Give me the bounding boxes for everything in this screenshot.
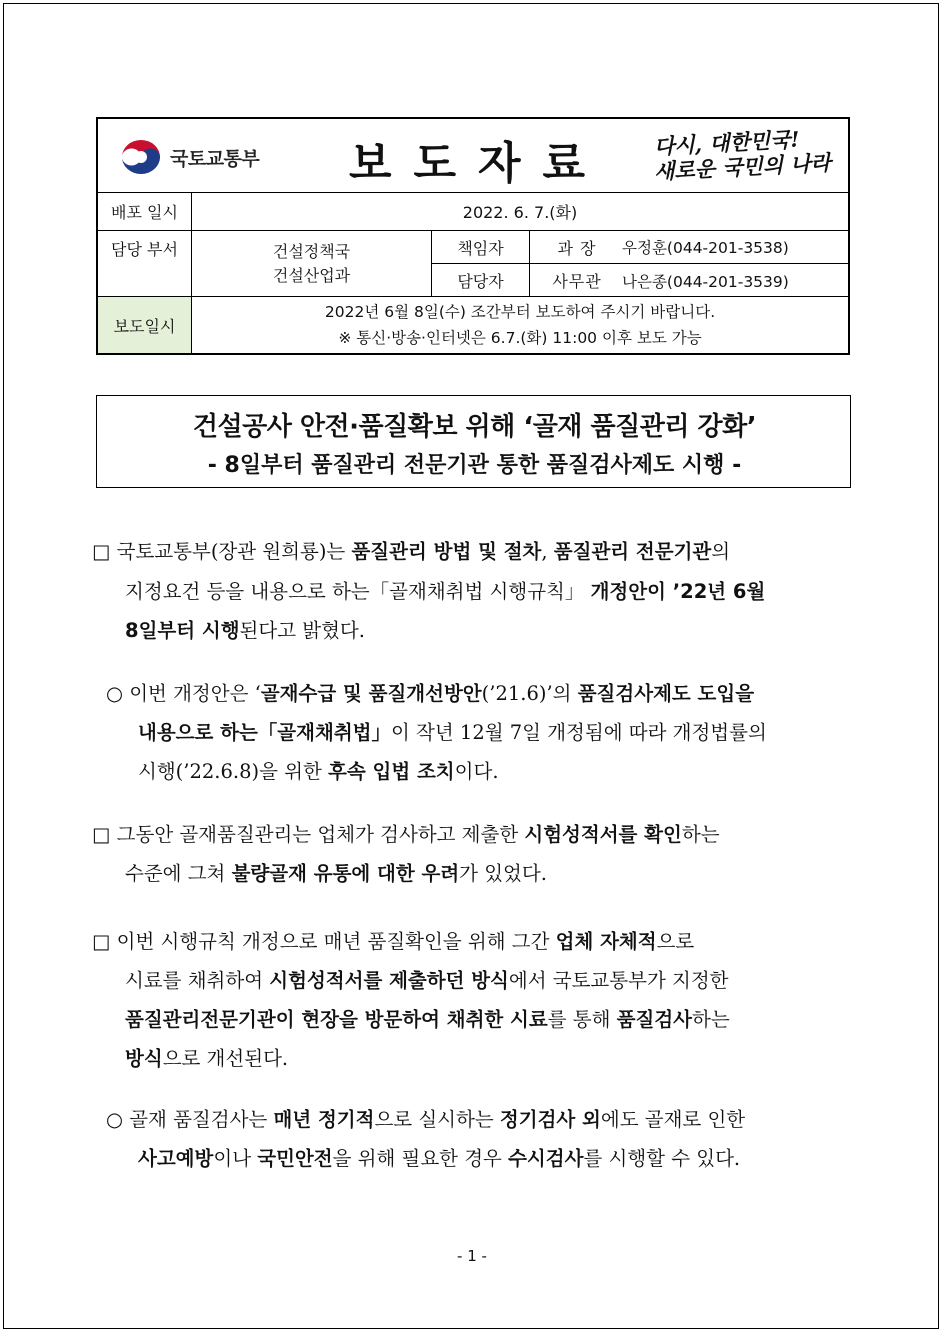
text-span: 시행(’22.6.8)을 위한 <box>138 760 329 783</box>
text-span: 의 <box>711 540 731 563</box>
bold-span: 골재수급 및 품질개선방안 <box>260 682 482 705</box>
box-bullet: □ <box>92 823 111 846</box>
paragraph-2-line-2 <box>138 717 767 745</box>
text-span: 이 작년 12월 7일 개정됨에 따라 개정법률의 <box>391 721 767 744</box>
text-span: 지정요건 등을 내용으로 하는「골재채취법 시행규칙」 <box>125 580 585 603</box>
headline-box <box>96 395 851 488</box>
distribution-date: 2022. 6. 7.(화) <box>462 203 578 222</box>
embargo-row <box>98 297 848 353</box>
department-row <box>98 231 848 297</box>
paragraph-3-line-2 <box>125 858 547 886</box>
main-title: 건설공사 안전·품질확보 위해 ‘골재 품질관리 강화’ <box>192 412 757 442</box>
paragraph-1-line-3 <box>125 615 365 643</box>
staff-position: 사무관 <box>552 272 602 291</box>
paragraph-3-line-1 <box>92 819 720 847</box>
text-span: 하는 <box>681 823 720 846</box>
bold-span: 품질관리전문기관이 현장을 방문하여 채취한 시료 <box>125 1008 548 1031</box>
paragraph-4-line-3 <box>125 1004 730 1032</box>
distribution-row <box>98 193 848 231</box>
bold-span: 매년 정기적 <box>273 1108 375 1131</box>
paragraph-5-line-2 <box>138 1143 740 1171</box>
embargo-line-2: ※ 통신·방송·인터넷은 6.7.(화) 11:00 이후 보도 가능 <box>338 329 702 347</box>
slogan-line-2: 새로운 국민의 나라 <box>653 149 832 184</box>
bold-span: 불량골재 유통에 대한 우려 <box>231 862 460 885</box>
responsible-contact: 우정훈(044-201-3538) <box>622 239 789 257</box>
dept-bureau: 건설정책국 <box>272 242 351 261</box>
bold-span: 후속 입법 조치 <box>328 760 455 783</box>
dept-names <box>192 231 432 296</box>
embargo-text <box>192 297 848 353</box>
responsible-position: 과 장 <box>557 238 597 258</box>
paragraph-2-line-1 <box>106 678 754 706</box>
staff-row <box>432 264 848 297</box>
circle-bullet: ○ <box>106 1108 124 1131</box>
text-span: 국토교통부(장관 원희룡)는 <box>116 540 352 563</box>
text-span: 하는 <box>692 1008 730 1031</box>
text-span: 을 위해 필요한 경우 <box>332 1147 509 1170</box>
paragraph-2-line-3 <box>138 756 499 784</box>
text-span: 이번 시행규칙 개정으로 매년 품질확인을 위해 그간 <box>116 930 556 953</box>
dept-division: 건설산업과 <box>272 266 351 285</box>
paragraph-5-line-1 <box>106 1104 745 1132</box>
text-span: 된다고 밝혔다. <box>239 619 365 642</box>
bold-span: 수시검사 <box>508 1147 584 1170</box>
press-release-header <box>96 117 850 355</box>
bold-span: 방식 <box>125 1047 163 1070</box>
bold-span: 내용으로 하는「골재채취법」 <box>138 721 391 744</box>
embargo-label: 보도일시 <box>98 297 192 353</box>
text-span: 에도 골재로 인한 <box>600 1108 746 1131</box>
embargo-line-1: 2022년 6월 8일(수) 조간부터 보도하여 주시기 바랍니다. <box>324 303 716 321</box>
contacts <box>432 231 848 296</box>
slogan-line-1: 다시, 대한민국! <box>653 126 801 159</box>
text-span: 시료를 채취하여 <box>125 969 270 992</box>
paragraph-1-line-2 <box>125 576 765 604</box>
paragraph-4-line-2 <box>125 965 729 993</box>
bold-span: 정기검사 외 <box>499 1108 601 1131</box>
doc-type-title: 보도자료 <box>348 138 607 189</box>
text-span: 그동안 골재품질관리는 업체가 검사하고 제출한 <box>116 823 525 846</box>
bold-span: 품질검사제도 도입을 <box>577 682 755 705</box>
distribution-label: 배포 일시 <box>98 193 192 230</box>
text-span: 이다. <box>454 760 499 783</box>
text-span: 가 있었다. <box>459 862 547 885</box>
responsible-label: 책임자 <box>432 231 530 263</box>
text-span: 으로 실시하는 <box>374 1108 500 1131</box>
bold-span: 사고예방 <box>138 1147 214 1170</box>
slogan-calligraphy <box>653 126 844 185</box>
text-span: 에서 국토교통부가 지정한 <box>508 969 729 992</box>
ministry-logo <box>118 137 259 177</box>
circle-bullet: ○ <box>106 682 124 705</box>
staff-label: 담당자 <box>432 264 530 297</box>
bold-span: 개정안이 ’22년 6월 <box>590 580 766 603</box>
text-span: 이나 <box>213 1147 258 1170</box>
bold-span: 8일부터 시행 <box>125 619 240 642</box>
text-span: 수준에 그쳐 <box>125 862 232 885</box>
bold-span: 시험성적서를 제출하던 방식 <box>269 969 509 992</box>
paragraph-4-line-4 <box>125 1043 288 1071</box>
page-number: - 1 - <box>457 1247 487 1265</box>
dept-label: 담당 부서 <box>98 231 192 296</box>
bold-span: 업체 자체적 <box>555 930 657 953</box>
text-span: , <box>541 540 554 563</box>
header-banner <box>98 119 848 193</box>
ministry-name: 국토교통부 <box>170 147 260 170</box>
bold-span: 품질관리 방법 및 절차 <box>351 540 542 563</box>
text-span: 으로 <box>656 930 695 953</box>
box-bullet: □ <box>92 540 111 563</box>
taegeuk-logo-icon <box>118 137 164 177</box>
paragraph-4-line-1 <box>92 926 694 954</box>
text-span: (’21.6)’의 <box>481 682 578 705</box>
sub-title: - 8일부터 품질관리 전문기관 통한 품질검사제도 시행 - <box>207 453 742 478</box>
text-span: 를 시행할 수 있다. <box>583 1147 741 1170</box>
bold-span: 품질관리 전문기관 <box>553 540 712 563</box>
bold-span: 품질검사 <box>616 1008 693 1031</box>
box-bullet: □ <box>92 930 111 953</box>
text-span: 를 통해 <box>547 1008 617 1031</box>
bold-span: 국민안전 <box>257 1147 333 1170</box>
bold-span: 시험성적서를 확인 <box>524 823 682 846</box>
text-span: 골재 품질검사는 <box>129 1108 274 1131</box>
text-span: 이번 개정안은 ‘ <box>129 682 261 705</box>
responsible-row <box>432 231 848 264</box>
paragraph-1-line-1 <box>92 536 730 564</box>
text-span: 으로 개선된다. <box>162 1047 289 1070</box>
staff-contact: 나은종(044-201-3539) <box>622 272 789 291</box>
